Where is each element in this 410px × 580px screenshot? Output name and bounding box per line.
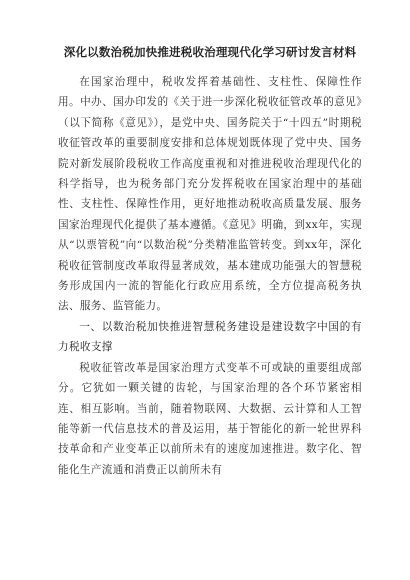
document-title: 深化以数治税加快推进税收治理现代化学习研讨发言材料 [63, 45, 357, 59]
section-1-paragraph: 税收征管改革是国家治理方式变革不可或缺的重要组成部分。它犹如一颗关键的齿轮，与国家治理的各个环节紧密相连、相互影响。当前，随着物联网、大数据、云计算和人工智能等新一代信息技术的普及运用，基于智能化的新一轮世界科技革命和产业变革正以前所未有的速度加速推进。数字化、智能化生产流通和消费正以前所未有 [58, 361, 362, 476]
section-heading-1: 一、以数治税加快推进智慧税务建设是建设数字中国的有力税收支撑 [58, 320, 362, 354]
intro-paragraph: 在国家治理中，税收发挥着基础性、支柱性、保障性作用。中办、国办印发的《关于进一步深化税收征管改革的意见》（以下简称《意见》），是党中央、国务院关于“十四五”时期税收征管改革的重要制度安排和总体规划既体现了党中央、国务院对新发展阶段税收工作高度重视和对推进税收治理现代化的科学指导，也为税务部门充分发挥税收在国家治理中的基础性、支柱性、保障性作用，更好地推动税收高质量发展、服务国家治理现代化提供了基本遵循。《意见》明确，到xx年，实现从“以票管税”向“以数治税”分类精准监管转变。到xx年，深化税收征管制度改革取得显著成效，基本建成功能强大的智慧税务形成国内一流的智能化行政应用系统，全方位提高税务执法、服务、监管能力。 [58, 76, 362, 313]
